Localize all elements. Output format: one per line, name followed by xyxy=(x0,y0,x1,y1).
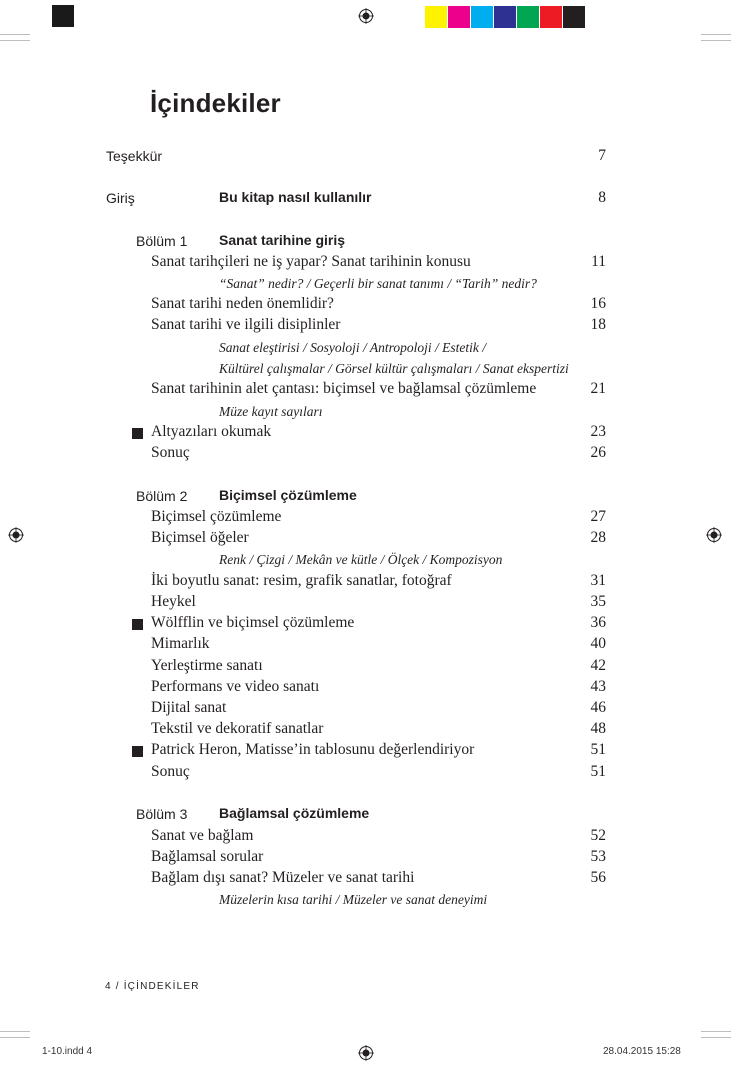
slug-filename: 1-10.indd 4 xyxy=(42,1046,93,1057)
toc-title: Sanat tarihine giriş xyxy=(219,232,346,248)
toc-title: Biçimsel öğeler xyxy=(151,529,249,546)
toc-page-number: 51 xyxy=(590,763,606,780)
toc-entry xyxy=(0,678,731,698)
toc-page-number: 21 xyxy=(590,380,606,397)
toc-entry xyxy=(0,487,731,507)
toc-entry xyxy=(0,316,731,336)
toc-subtopics: Renk / Çizgi / Mekân ve kütle / Ölçek / Kompozisyon xyxy=(219,552,503,567)
toc-page-number: 11 xyxy=(591,253,606,270)
crop-mark xyxy=(0,40,30,41)
toc-entry xyxy=(0,827,731,847)
color-swatch xyxy=(563,6,585,28)
toc-subtopics: Kültürel çalışmalar / Görsel kültür çalışmaları / Sanat ekspertizi xyxy=(219,361,569,376)
toc-subtopics: Sanat eleştirisi / Sosyoloji / Antropoloji / Estetik / xyxy=(219,340,486,355)
toc-entry xyxy=(0,444,731,464)
registration-black-square xyxy=(52,5,74,27)
toc-entry xyxy=(0,529,731,549)
toc-entry xyxy=(0,253,731,273)
crop-mark xyxy=(701,40,731,41)
toc-page-number: 7 xyxy=(598,147,606,164)
square-bullet-icon xyxy=(132,428,143,439)
toc-entry xyxy=(0,572,731,592)
toc-title: Bağlam dışı sanat? Müzeler ve sanat tarihi xyxy=(151,869,415,886)
toc-page-number: 52 xyxy=(590,827,606,844)
toc-label: Giriş xyxy=(106,190,135,206)
toc-page-number: 42 xyxy=(590,657,606,674)
toc-entry xyxy=(0,720,731,740)
toc-entry xyxy=(0,699,731,719)
toc-entry xyxy=(0,593,731,613)
registration-target-icon xyxy=(358,1045,374,1061)
toc-entry xyxy=(0,848,731,868)
toc-title: Sanat tarihçileri ne iş yapar? Sanat tarihinin konusu xyxy=(151,253,471,270)
toc-entry xyxy=(0,360,731,380)
toc-entry xyxy=(0,635,731,655)
slug-datetime: 28.04.2015 15:28 xyxy=(603,1046,681,1057)
toc-page-number: 8 xyxy=(598,189,606,206)
toc-subtopics: Müze kayıt sayıları xyxy=(219,404,323,419)
toc-label: Teşekkür xyxy=(106,148,163,164)
toc-page-number: 26 xyxy=(590,444,606,461)
toc-title: Performans ve video sanatı xyxy=(151,678,320,695)
crop-mark xyxy=(701,34,731,35)
toc-title: Mimarlık xyxy=(151,635,210,652)
toc-title: Patrick Heron, Matisse’in tablosunu değerlendiriyor xyxy=(151,741,475,758)
toc-page-number: 27 xyxy=(590,508,606,525)
toc-entry xyxy=(0,403,731,423)
toc-page-number: 56 xyxy=(590,869,606,886)
toc-entry xyxy=(0,147,731,167)
toc-title: Altyazıları okumak xyxy=(151,423,272,440)
toc-page-number: 31 xyxy=(590,572,606,589)
toc-title: Sanat tarihinin alet çantası: biçimsel ve bağlamsal çözümleme xyxy=(151,380,537,397)
toc-page-number: 28 xyxy=(590,529,606,546)
toc-entry xyxy=(0,763,731,783)
square-bullet-icon xyxy=(132,746,143,757)
crop-mark xyxy=(701,1031,731,1032)
toc-entry xyxy=(0,614,731,634)
toc-page-number: 36 xyxy=(590,614,606,631)
toc-page-number: 48 xyxy=(590,720,606,737)
toc-subtopics: “Sanat” nedir? / Geçerli bir sanat tanımı / “Tarih” nedir? xyxy=(219,276,537,291)
toc-label: Bölüm 1 xyxy=(136,233,188,249)
toc-entry xyxy=(0,295,731,315)
toc-title: Sonuç xyxy=(151,444,190,461)
page-title: İçindekiler xyxy=(150,88,281,118)
toc-entry xyxy=(0,805,731,825)
toc-entry xyxy=(0,423,731,443)
toc-page-number: 43 xyxy=(590,678,606,695)
color-swatch xyxy=(448,6,470,28)
toc-title: Bu kitap nasıl kullanılır xyxy=(219,189,372,205)
toc-page-number: 40 xyxy=(590,635,606,652)
running-footer: 4 / İÇİNDEKİLER xyxy=(105,981,200,992)
toc-page-number: 23 xyxy=(590,423,606,440)
toc-label: Bölüm 2 xyxy=(136,488,188,504)
crop-mark xyxy=(701,1037,731,1038)
registration-target-icon xyxy=(358,8,374,24)
toc-entry xyxy=(0,380,731,400)
toc-entry xyxy=(0,508,731,528)
toc-entry xyxy=(0,189,731,209)
toc-label: Bölüm 3 xyxy=(136,806,188,822)
toc-subtopics: Müzelerin kısa tarihi / Müzeler ve sanat deneyimi xyxy=(219,892,488,907)
toc-entry xyxy=(0,232,731,252)
toc-title: Sanat tarihi ve ilgili disiplinler xyxy=(151,316,341,333)
toc-title: Dijital sanat xyxy=(151,699,227,716)
toc-page-number: 46 xyxy=(590,699,606,716)
toc-entry xyxy=(0,339,731,359)
toc-title: Yerleştirme sanatı xyxy=(151,657,263,674)
color-swatch xyxy=(517,6,539,28)
toc-title: İki boyutlu sanat: resim, grafik sanatlar, fotoğraf xyxy=(151,572,452,589)
color-swatch xyxy=(425,6,447,28)
color-swatch xyxy=(471,6,493,28)
crop-mark xyxy=(0,34,30,35)
toc-entry xyxy=(0,891,731,911)
toc-entry xyxy=(0,741,731,761)
color-swatch xyxy=(540,6,562,28)
toc-page-number: 16 xyxy=(590,295,606,312)
toc-entry xyxy=(0,275,731,295)
toc-entry xyxy=(0,551,731,571)
toc-page-number: 53 xyxy=(590,848,606,865)
toc-title: Biçimsel çözümleme xyxy=(151,508,282,525)
square-bullet-icon xyxy=(132,619,143,630)
toc-title: Bağlamsal sorular xyxy=(151,848,264,865)
toc-title: Sonuç xyxy=(151,763,190,780)
color-bar xyxy=(425,6,585,28)
toc-page-number: 35 xyxy=(590,593,606,610)
toc-entry xyxy=(0,657,731,677)
toc-title: Biçimsel çözümleme xyxy=(219,487,357,503)
crop-mark xyxy=(0,1031,30,1032)
toc-title: Heykel xyxy=(151,593,196,610)
toc-title: Wölfflin ve biçimsel çözümleme xyxy=(151,614,355,631)
toc-title: Tekstil ve dekoratif sanatlar xyxy=(151,720,324,737)
toc-page-number: 18 xyxy=(590,316,606,333)
toc-title: Bağlamsal çözümleme xyxy=(219,805,370,821)
toc-title: Sanat ve bağlam xyxy=(151,827,254,844)
color-swatch xyxy=(494,6,516,28)
toc-entry xyxy=(0,869,731,889)
toc-page-number: 51 xyxy=(590,741,606,758)
toc-title: Sanat tarihi neden önemlidir? xyxy=(151,295,334,312)
crop-mark xyxy=(0,1037,30,1038)
